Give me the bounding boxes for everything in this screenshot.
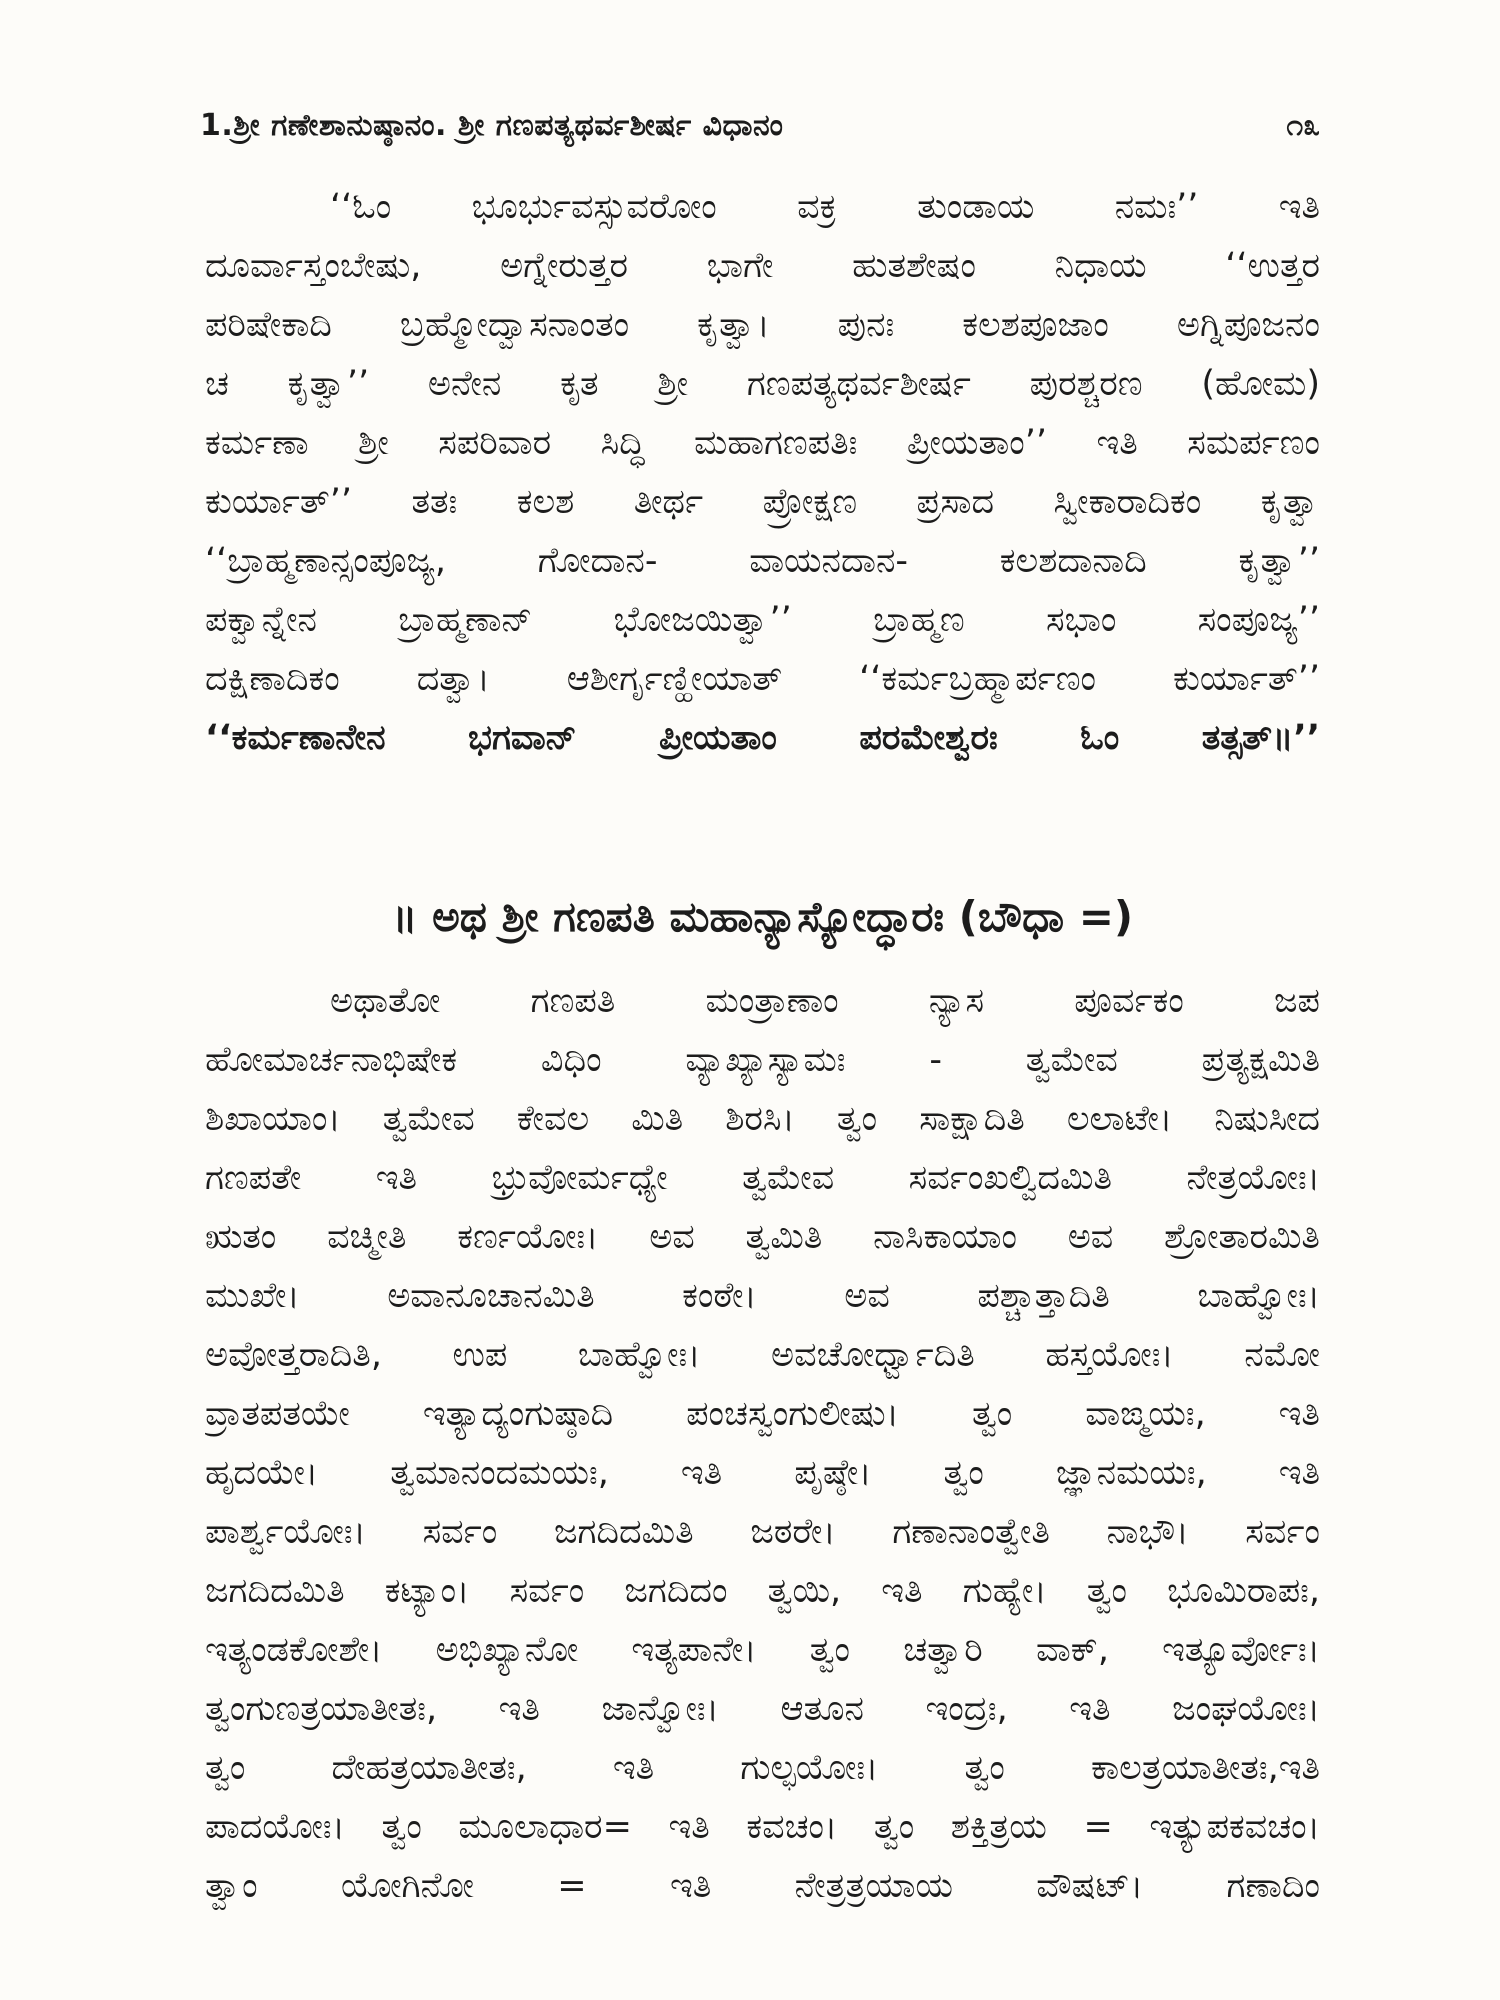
page-number: ೧೩ — [1286, 107, 1320, 143]
paragraph-mahanyasa — [205, 972, 1320, 1916]
running-header — [200, 100, 1320, 150]
paragraph-samarpana — [205, 178, 1320, 768]
text-line: ವ್ರಾತಪತಯೇ ಇತ್ಯಾದ್ಯಂಗುಷ್ಠಾದಿ ಪಂಚಸ್ವಂಗುಲೀಷು। ತ್ವಂ ವಾಙ್ಮಯಃ, ಇತಿ — [205, 1394, 1320, 1434]
text-line: ಇತ್ಯಂಡಕೋಶೇ। ಅಭಿಖ್ಯಾನೋ ಇತ್ಯಪಾನೇ। ತ್ವಂ ಚತ್ವಾರಿ ವಾಕ್, ಇತ್ಯೂರ್ವೋಃ। — [205, 1630, 1320, 1670]
text-line: ಪಾದಯೋಃ। ತ್ವಂ ಮೂಲಾಧಾರ= ಇತಿ ಕವಚಂ। ತ್ವಂ ಶಕ್ತಿತ್ರಯ = ಇತ್ಯುಪಕವಚಂ। — [205, 1807, 1320, 1847]
text-line: ಚ ಕೃತ್ವಾ’’ ಅನೇನ ಕೃತ ಶ್ರೀ ಗಣಪತ್ಯಥರ್ವಶೀರ್ಷ ಪುರಶ್ಚರಣ (ಹೋಮ) — [205, 364, 1320, 404]
text-line: ತ್ವಾಂ ಯೋಗಿನೋ = ಇತಿ ನೇತ್ರತ್ರಯಾಯ ವೌಷಟ್। ಗಣಾದಿಂ — [205, 1866, 1320, 1906]
text-line: ಅವೋತ್ತರಾದಿತಿ, ಉಪ ಬಾಹ್ವೋಃ। ಅವಚೋರ್ಧ್ವಾದಿತಿ ಹಸ್ತಯೋಃ। ನಮೋ — [205, 1335, 1320, 1375]
text-line: ದಕ್ಷಿಣಾದಿಕಂ ದತ್ವಾ। ಆಶೀರ್ಗೃಣ್ಹೀಯಾತ್ ‘‘ಕರ್ಮಬ್ರಹ್ಮಾರ್ಪಣಂ ಕುರ್ಯಾತ್’’ — [205, 659, 1320, 699]
text-line: ದೂರ್ವಾಸ್ತಂಬೇಷು, ಅಗ್ನೇರುತ್ತರ ಭಾಗೇ ಹುತಶೇಷಂ ನಿಧಾಯ ‘‘ಉತ್ತರ — [205, 246, 1320, 286]
text-line: ‘‘ಬ್ರಾಹ್ಮಣಾನ್ಸಂಪೂಜ್ಯ, ಗೋದಾನ- ವಾಯನದಾನ- ಕಲಶದಾನಾದಿ ಕೃತ್ವಾ’’ — [205, 541, 1320, 581]
text-line: ಪಕ್ವಾನ್ನೇನ ಬ್ರಾಹ್ಮಣಾನ್ ಭೋಜಯಿತ್ವಾ’’ ಬ್ರಾಹ್ಮಣ ಸಭಾಂ ಸಂಪೂಜ್ಯ’’ — [205, 600, 1320, 640]
text-line-closing: ‘‘ಕರ್ಮಣಾನೇನ ಭಗವಾನ್ ಪ್ರೀಯತಾಂ ಪರಮೇಶ್ವರಃ ಓಂ ತತ್ಸತ್॥’’ — [205, 718, 1320, 758]
text-line: ಕರ್ಮಣಾ ಶ್ರೀ ಸಪರಿವಾರ ಸಿದ್ಧಿ ಮಹಾಗಣಪತಿಃ ಪ್ರೀಯತಾಂ’’ ಇತಿ ಸಮರ್ಪಣಂ — [205, 423, 1320, 463]
text-line: ಋತಂ ವಚ್ಮೀತಿ ಕರ್ಣಯೋಃ। ಅವ ತ್ವಮಿತಿ ನಾಸಿಕಾಯಾಂ ಅವ ಶ್ರೋತಾರಮಿತಿ — [205, 1217, 1320, 1257]
text-line: ಗಣಪತೇ ಇತಿ ಭ್ರುವೋರ್ಮಧ್ಯೇ ತ್ವಮೇವ ಸರ್ವಂಖಲ್ವಿದಮಿತಿ ನೇತ್ರಯೋಃ। — [205, 1158, 1320, 1198]
text-line: ಮುಖೇ। ಅವಾನೂಚಾನಮಿತಿ ಕಂಠೇ। ಅವ ಪಶ್ಚಾತ್ತಾದಿತಿ ಬಾಹ್ವೋಃ। — [205, 1276, 1320, 1316]
text-line: ತ್ವಂಗುಣತ್ರಯಾತೀತಃ, ಇತಿ ಜಾನ್ವೋಃ। ಆತೂನ ಇಂದ್ರಃ, ಇತಿ ಜಂಘಯೋಃ। — [205, 1689, 1320, 1729]
text-line: ಜಗದಿದಮಿತಿ ಕಟ್ಯಾಂ। ಸರ್ವಂ ಜಗದಿದಂ ತ್ವಯಿ, ಇತಿ ಗುಹ್ಯೇ। ತ್ವಂ ಭೂಮಿರಾಪಃ, — [205, 1571, 1320, 1611]
text-line: ಪರಿಷೇಕಾದಿ ಬ್ರಹ್ಮೋದ್ವಾಸನಾಂತಂ ಕೃತ್ವಾ। ಪುನಃ ಕಲಶಪೂಜಾಂ ಅಗ್ನಿಪೂಜನಂ — [205, 305, 1320, 345]
text-line: ಪಾರ್ಶ್ವಯೋಃ। ಸರ್ವಂ ಜಗದಿದಮಿತಿ ಜಠರೇ। ಗಣಾನಾಂತ್ವೇತಿ ನಾಭೌ। ಸರ್ವಂ — [205, 1512, 1320, 1552]
text-line: ತ್ವಂ ದೇಹತ್ರಯಾತೀತಃ, ಇತಿ ಗುಲ್ಫಯೋಃ। ತ್ವಂ ಕಾಲತ್ರಯಾತೀತಃ,ಇತಿ — [205, 1748, 1320, 1788]
running-title: 1.ಶ್ರೀ ಗಣೇಶಾನುಷ್ಠಾನಂ. ಶ್ರೀ ಗಣಪತ್ಯಥರ್ವಶೀರ್ಷ ವಿಧಾನಂ — [200, 107, 784, 143]
text-line: ಶಿಖಾಯಾಂ। ತ್ವಮೇವ ಕೇವಲ ಮಿತಿ ಶಿರಸಿ। ತ್ವಂ ಸಾಕ್ಷಾದಿತಿ ಲಲಾಟೇ। ನಿಷುಸೀದ — [205, 1099, 1320, 1139]
text-line: ಹೃದಯೇ। ತ್ವಮಾನಂದಮಯಃ, ಇತಿ ಪೃಷ್ಠೇ। ತ್ವಂ ಜ್ಞಾನಮಯಃ, ಇತಿ — [205, 1453, 1320, 1493]
text-line: ಕುರ್ಯಾತ್’’ ತತಃ ಕಲಶ ತೀರ್ಥ ಪ್ರೋಕ್ಷಣ ಪ್ರಸಾದ ಸ್ವೀಕಾರಾದಿಕಂ ಕೃತ್ವಾ — [205, 482, 1320, 522]
text-line: ಅಥಾತೋ ಗಣಪತಿ ಮಂತ್ರಾಣಾಂ ನ್ಯಾಸ ಪೂರ್ವಕಂ ಜಪ — [330, 981, 1320, 1021]
section-heading: ॥ ಅಥ ಶ್ರೀ ಗಣಪತಿ ಮಹಾನ್ಯಾಸ್ಯೋದ್ಧಾರಃ (ಬೌಧಾ =) — [391, 892, 1134, 941]
text-line: ‘‘ಓಂ ಭೂರ್ಭುವಸ್ಸುವರೋಂ ವಕ್ರ ತುಂಡಾಯ ನಮಃ’’ ಇತಿ — [330, 187, 1320, 227]
text-line: ಹೋಮಾರ್ಚನಾಭಿಷೇಕ ವಿಧಿಂ ವ್ಯಾಖ್ಯಾಸ್ಯಾಮಃ - ತ್ವಮೇವ ಪ್ರತ್ಯಕ್ಷಮಿತಿ — [205, 1040, 1320, 1080]
